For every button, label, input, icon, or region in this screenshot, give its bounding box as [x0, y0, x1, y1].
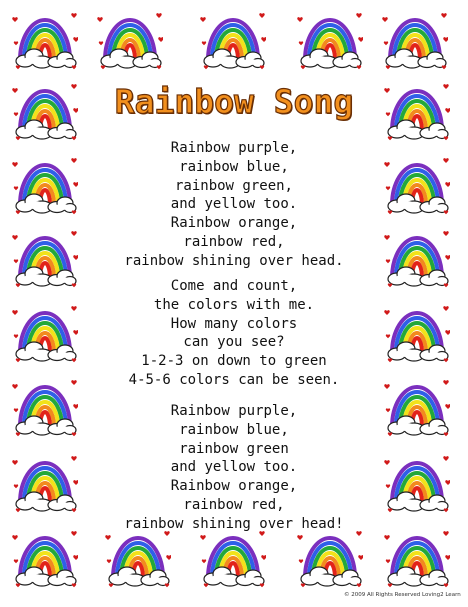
lyric-line: rainbow red,	[183, 496, 285, 513]
rainbow-cloud-icon	[384, 301, 450, 363]
lyric-line: Rainbow purple,	[170, 403, 298, 419]
lyric-line: rainbow green	[179, 440, 289, 457]
lyric-line: How many colors	[170, 315, 298, 332]
verse-2	[100, 277, 368, 390]
rainbow-cloud-icon	[12, 79, 78, 141]
lyric-line: Rainbow orange,	[170, 215, 298, 232]
lyric-line: 4-5-6 colors can be seen.	[128, 371, 340, 388]
page-title: Rainbow Song	[114, 82, 354, 121]
lyric-line: rainbow blue,	[179, 158, 289, 175]
lyric-line: rainbow shining over head.	[124, 252, 344, 269]
rainbow-cloud-icon	[12, 8, 78, 70]
rainbow-cloud-icon	[384, 451, 450, 513]
lyric-line: the colors with me.	[153, 296, 315, 313]
lyric-line: 1-2-3 on down to green	[141, 353, 327, 370]
lyric-line: Come and count,	[170, 278, 298, 294]
rainbow-cloud-icon	[384, 526, 450, 588]
lyric-line: Rainbow orange,	[170, 478, 298, 495]
rainbow-cloud-icon	[200, 526, 266, 588]
lyric-line: and yellow too.	[170, 459, 298, 476]
rainbow-cloud-icon	[97, 8, 163, 70]
rainbow-cloud-icon	[105, 526, 171, 588]
lyric-line: rainbow shining over head!	[124, 515, 344, 532]
rainbow-cloud-icon	[384, 79, 450, 141]
rainbow-cloud-icon	[12, 153, 78, 215]
rainbow-cloud-icon	[384, 375, 450, 437]
verse-1	[100, 139, 368, 271]
rainbow-cloud-icon	[384, 226, 450, 288]
lyric-line: rainbow green,	[174, 177, 293, 194]
rainbow-cloud-icon	[12, 526, 78, 588]
rainbow-cloud-icon	[382, 8, 448, 70]
rainbow-cloud-icon	[200, 8, 266, 70]
lyric-line: and yellow too.	[170, 196, 298, 213]
rainbow-cloud-icon	[12, 226, 78, 288]
rainbow-cloud-icon	[12, 301, 78, 363]
lyric-line: rainbow blue,	[179, 421, 289, 438]
rainbow-cloud-icon	[12, 375, 78, 437]
rainbow-cloud-icon	[297, 526, 363, 588]
verse-3	[100, 402, 368, 534]
rainbow-cloud-icon	[297, 8, 363, 70]
rainbow-cloud-icon	[384, 153, 450, 215]
lyric-line: Rainbow purple,	[170, 140, 298, 156]
lyric-line: can you see?	[183, 334, 285, 351]
copyright-notice: © 2009 All Rights Reserved Loving2 Learn	[344, 592, 461, 598]
rainbow-cloud-icon	[12, 451, 78, 513]
lyric-line: rainbow red,	[183, 233, 285, 250]
